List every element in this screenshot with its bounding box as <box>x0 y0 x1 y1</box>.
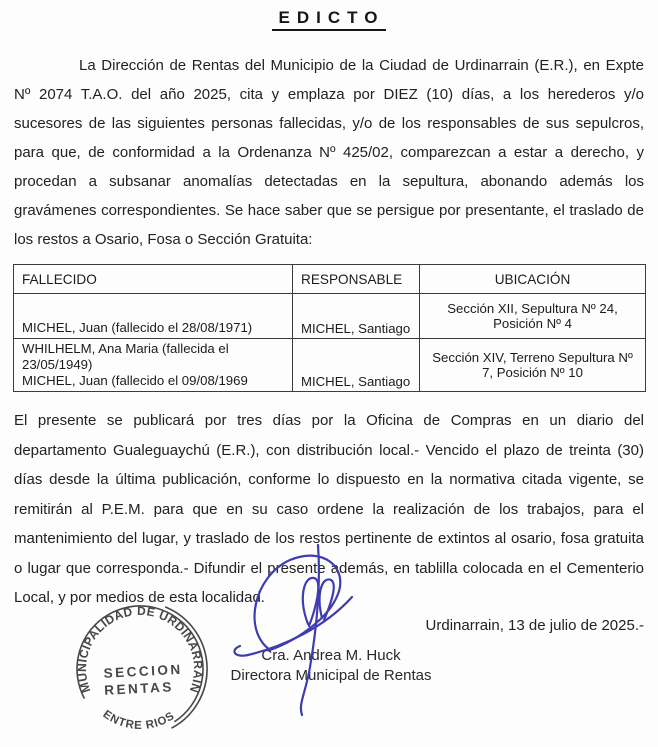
stamp-bottom-arc-text: ENTRE RIOS <box>100 708 178 733</box>
cell-responsable: MICHEL, Santiago <box>293 339 420 392</box>
table-row <box>14 294 646 339</box>
cell-responsable: MICHEL, Santiago <box>293 294 420 339</box>
svg-text:ENTRE RIOS <box>100 707 177 733</box>
signer-role: Directora Municipal de Rentas <box>230 666 432 684</box>
stamp-top-arc-text: MUNICIPALIDAD DE URDINARRAIN <box>74 603 206 695</box>
dateline: Urdinarrain, 13 de julio de 2025.- <box>425 616 644 634</box>
cell-ubicacion: Sección XIV, Terreno Sepultura Nº 7, Posición Nº 10 <box>420 339 646 392</box>
cell-ubicacion: Sección XII, Sepultura Nº 24, Posición Nº 4 <box>420 294 646 339</box>
municipal-stamp-icon <box>48 597 233 745</box>
fallecido-line: MICHEL, Juan (fallecido el 28/08/1971) <box>22 320 253 335</box>
opening-paragraph: La Dirección de Rentas del Municipio de la Ciudad de Urdinarrain (E.R.), en Expte Nº 2074 T.A.O. del año 2025, cita y emplaza por DIEZ (10) días, a los herederos y/o sucesores de las siguientes personas fallecidas, y/o de los responsables de sus sepulcros, para que, de conformidad a la Ordenanza Nº 425/02, comparezcan a estar a derecho, y procedan a subsanar anomalías detectadas en la sepultura, abonando además los gravámenes correspondientes. Se hace saber que se persigue por presentante, el traslado de los restos a Osario, Fosa o Sección Gratuita: <box>14 57 644 248</box>
deceased-table <box>13 264 646 392</box>
document-title-text: EDICTO <box>272 8 387 31</box>
column-header-responsable: RESPONSABLE <box>293 265 420 294</box>
table-header-row <box>14 265 646 294</box>
document-title <box>0 0 658 31</box>
cell-fallecido <box>14 339 293 392</box>
cell-fallecido <box>14 294 293 339</box>
fallecido-line: WHILHELM, Ana Maria (fallecida el 23/05/1949) <box>22 341 229 372</box>
signer-name: Cra. Andrea M. Huck <box>261 647 401 664</box>
stamp-center-line1: SECCION <box>103 661 183 681</box>
column-header-fallecido: FALLECIDO <box>14 265 293 294</box>
signer-block <box>225 646 437 685</box>
table-row <box>14 339 646 392</box>
stamp-center-line2: RENTAS <box>103 679 175 698</box>
closing-paragraph: El presente se publicará por tres días por la Oficina de Compras en un diario del departamento Gualeguaychú (E.R.), con distribución local.- Vencido el plazo de treinta (30) días desde la última publicación, conforme lo dispuesto en la normativa citada vigente, se remitirán al P.E.M. para que en su caso ordene la realización de los trabajos, para el mantenimiento del lugar, y traslado de los restos pertinente de extintos al osario, fosa gratuita o lugar que corresponda.- Difundir el presente además, en tablilla colocada en el Cementerio Local, y por medios de esta localidad. <box>14 412 644 606</box>
fallecido-line: MICHEL, Juan (fallecido el 09/08/1969 <box>22 373 248 388</box>
column-header-ubicacion: UBICACIÓN <box>420 265 646 294</box>
